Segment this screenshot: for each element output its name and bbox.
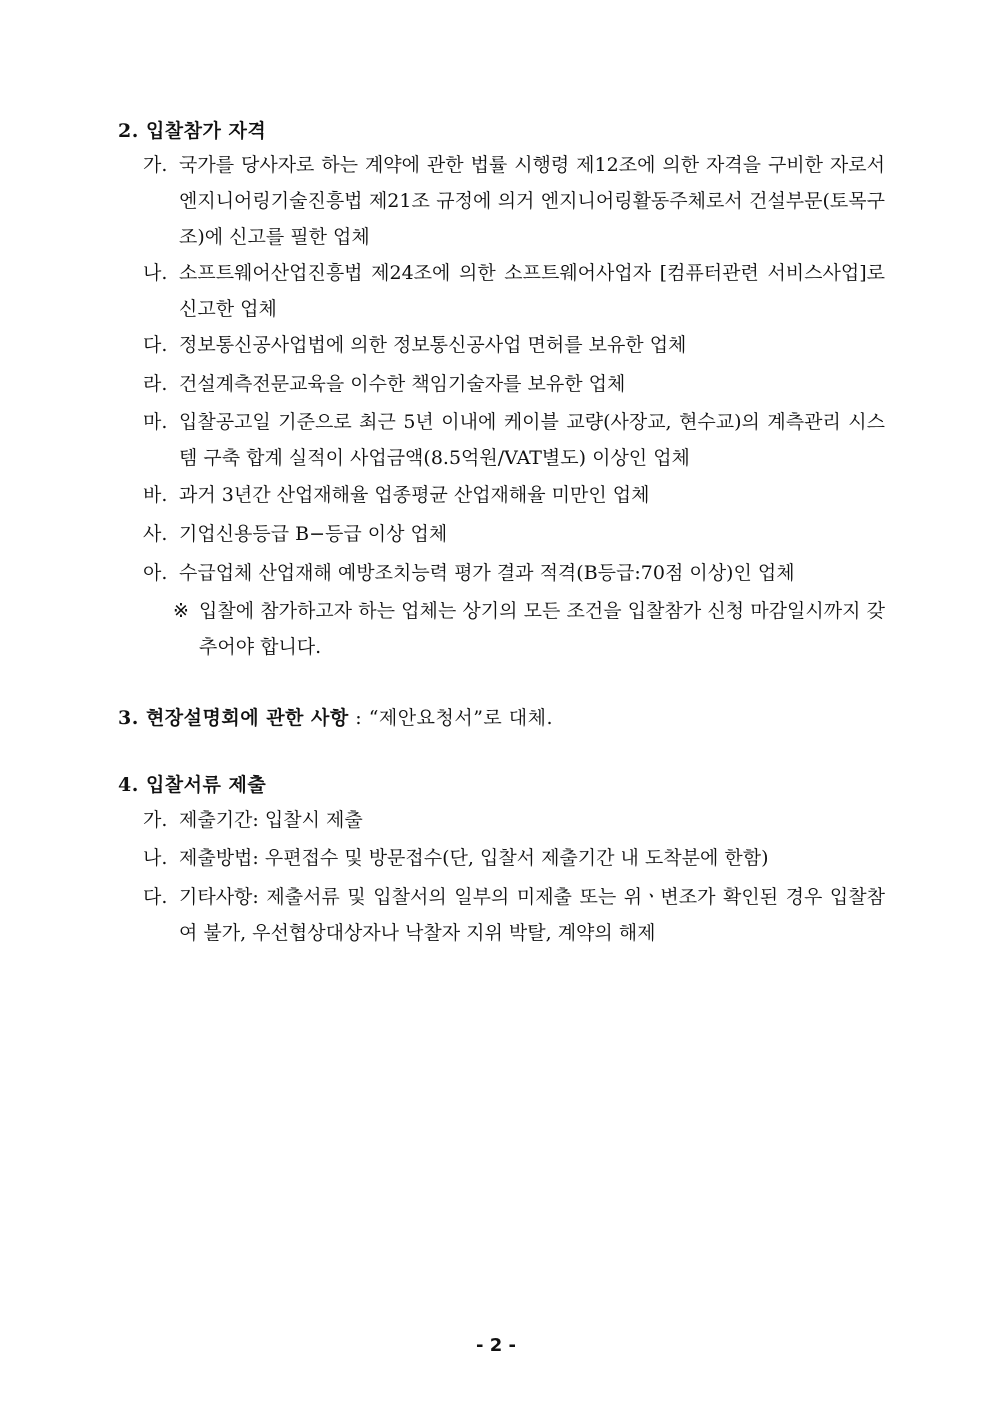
qualification-item-ma [143, 404, 885, 476]
item-marker: 라. [143, 373, 168, 395]
item-text: 기타사항: 제출서류 및 입찰서의 일부의 미제출 또는 위ㆍ변조가 확인된 경우 입찰참여 불가, 우선협상대상자나 낙찰자 지위 박탈, 계약의 해제 [179, 886, 885, 944]
submission-item-ga [143, 802, 885, 838]
section-3-line [118, 703, 553, 730]
item-text: 제출방법: 우편접수 및 방문접수(단, 입찰서 제출기간 내 도착분에 한함) [179, 847, 769, 869]
section-3-body: : “제안요청서”로 대체. [348, 707, 554, 729]
section-4-title: 4. 입찰서류 제출 [118, 774, 267, 796]
item-text: 입찰공고일 기준으로 최근 5년 이내에 케이블 교량(사장교, 현수교)의 계측관리 시스템 구축 합계 실적이 사업금액(8.5억원/VAT별도) 이상인 업체 [179, 411, 885, 469]
item-text: 수급업체 산업재해 예방조치능력 평가 결과 적격(B등급:70점 이상)인 업체 [179, 562, 795, 584]
item-marker: 가. [143, 809, 168, 831]
qualification-item-ga [143, 147, 885, 255]
section-2-title: 2. 입찰참가 자격 [118, 120, 267, 142]
item-text: 건설계측전문교육을 이수한 책임기술자를 보유한 업체 [179, 373, 626, 395]
item-text: 국가를 당사자로 하는 계약에 관한 법률 시행령 제12조에 의한 자격을 구비한 자로서 엔지니어링기술진흥법 제21조 규정에 의거 엔지니어링활동주체로서 건설부문(토목구조)에 신고를 필한 업체 [179, 154, 885, 248]
qualification-item-na [143, 255, 885, 327]
item-marker: 바. [143, 484, 168, 506]
note-text: 입찰에 참가하고자 하는 업체는 상기의 모든 조건을 입찰참가 신청 마감일시까지 갖추어야 합니다. [199, 600, 885, 658]
item-marker: 나. [143, 262, 168, 284]
qualification-item-a [143, 555, 885, 591]
qualification-item-da [143, 327, 885, 363]
item-marker: 아. [143, 562, 168, 584]
submission-item-da [143, 879, 885, 951]
qualification-item-ba [143, 477, 885, 513]
note-marker: ※ [173, 600, 189, 622]
item-text: 과거 3년간 산업재해율 업종평균 산업재해율 미만인 업체 [179, 484, 650, 506]
qualification-item-ra [143, 366, 885, 402]
item-text: 정보통신공사업법에 의한 정보통신공사업 면허를 보유한 업체 [179, 334, 687, 356]
item-marker: 다. [143, 886, 168, 908]
item-marker: 가. [143, 154, 168, 176]
item-marker: 다. [143, 334, 168, 356]
item-marker: 나. [143, 847, 168, 869]
item-text: 기업신용등급 B−등급 이상 업체 [179, 523, 448, 545]
section-3-title: 3. 현장설명회에 관한 사항 [118, 707, 349, 729]
item-marker: 사. [143, 523, 168, 545]
submission-item-na [143, 840, 885, 876]
qualification-note [173, 593, 885, 665]
item-text: 소프트웨어산업진흥법 제24조에 의한 소프트웨어사업자 [컴퓨터관련 서비스사업]로 신고한 업체 [179, 262, 885, 320]
item-marker: 마. [143, 411, 168, 433]
page-number: - 2 - [476, 1335, 516, 1356]
item-text: 제출기간: 입찰시 제출 [179, 809, 363, 831]
qualification-item-sa [143, 516, 885, 552]
